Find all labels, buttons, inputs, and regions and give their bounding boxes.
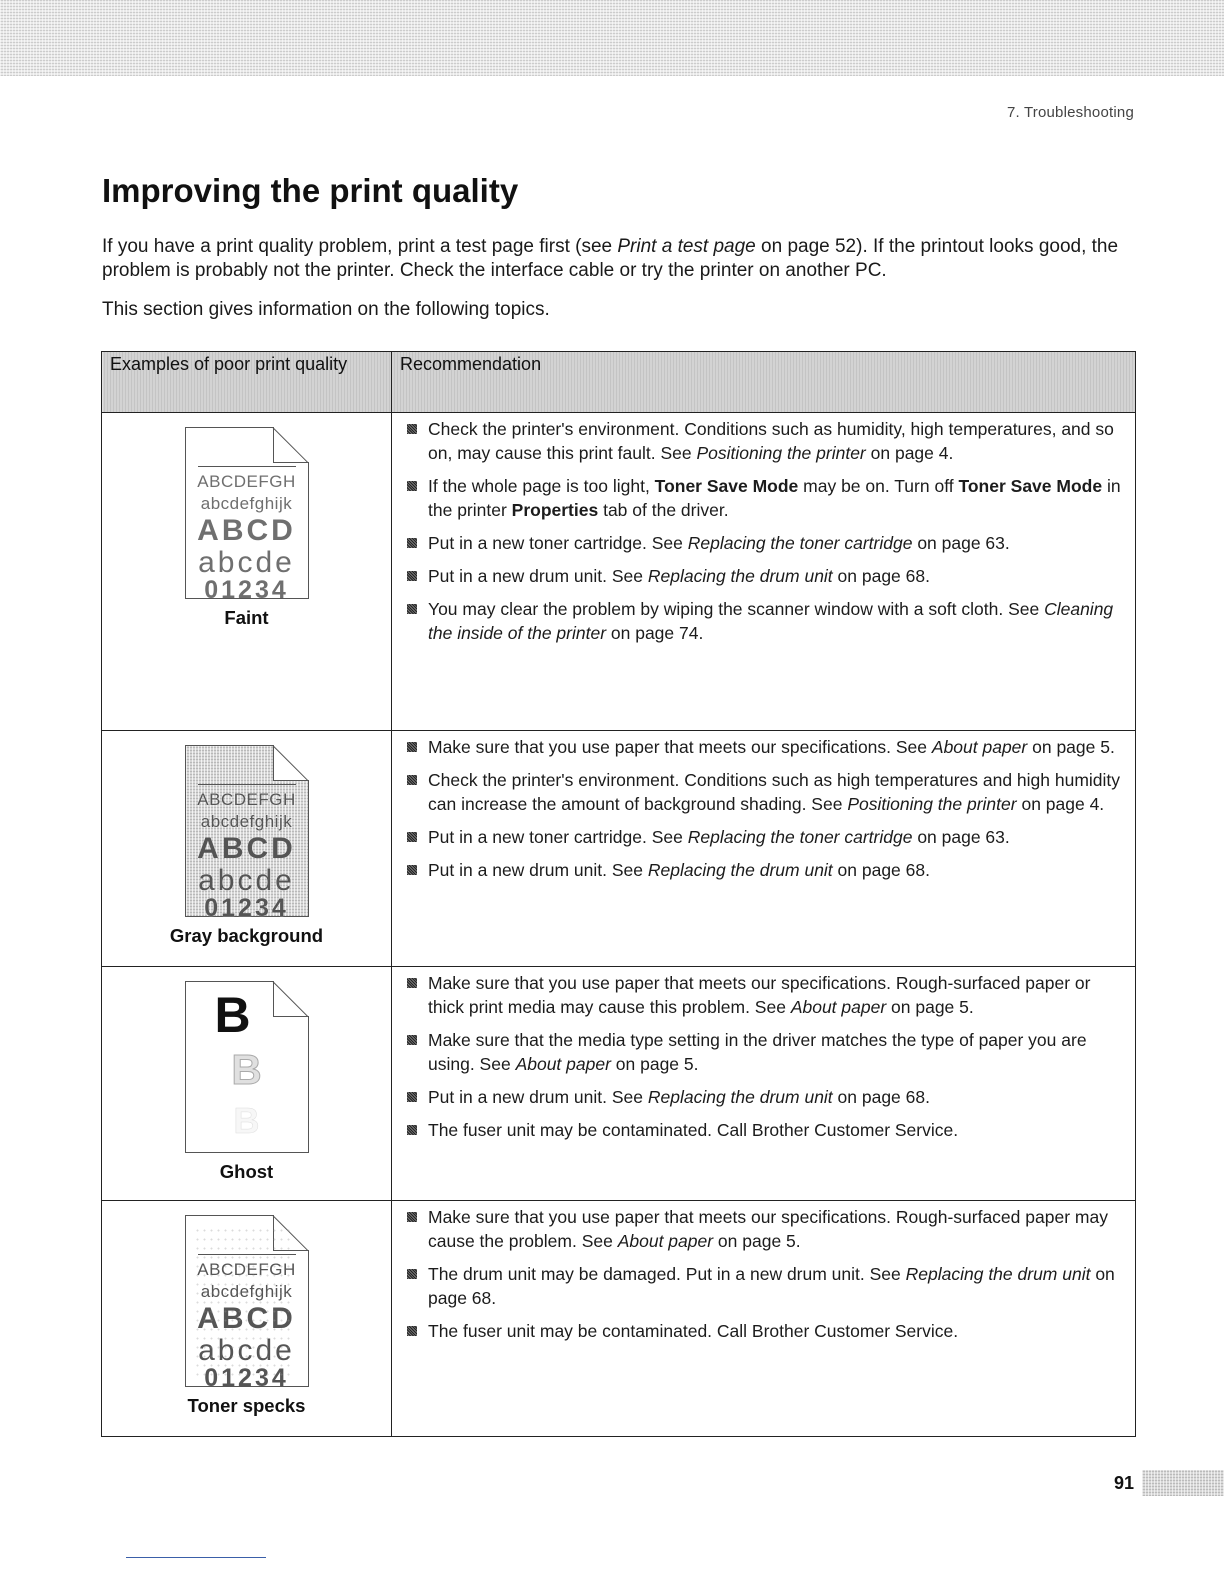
xref-link[interactable]: Replacing the drum unit [647,566,833,586]
list-item: Put in a new drum unit. See Replacing the drum unit on page 68. [404,858,1125,882]
list-item: Put in a new toner cartridge. See Replacing the toner cartridge on page 63. [404,531,1125,555]
list-item: Put in a new toner cartridge. See Replacing the toner cartridge on page 63. [404,825,1125,849]
example-cell-toner-specks [102,1201,392,1437]
xref-link[interactable]: About paper [790,997,887,1017]
page-number-band [1142,1470,1224,1496]
xref-link[interactable]: About paper [931,737,1028,757]
table-row-toner-specks [102,1201,1136,1437]
example-cell-gray-background [102,731,392,967]
list-item: Make sure that you use paper that meets our specifications. See About paper on page 5. [404,735,1125,759]
sample-page-gray-image [185,745,309,922]
recommendation-cell-faint [392,413,1136,731]
sample-line: abcde [198,864,295,897]
sample-page-specks-image [185,1215,309,1392]
list-item: If the whole page is too light, Toner Save Mode may be on. Turn off Toner Save Mode in the printer Properties tab of the driver. [404,474,1125,522]
sample-line: 01234 [204,576,289,604]
sample-line: abcdefghijk [200,1282,293,1301]
example-label: Toner specks [187,1395,306,1416]
sample-line: ABCD [197,1302,296,1335]
header-band [0,0,1224,76]
sample-line: ABCD [197,832,296,865]
sample-line: ABCDEFGH [197,1260,296,1279]
recommendation-list [404,971,1125,1142]
xref-link[interactable]: Replacing the drum unit [647,860,833,880]
sample-line: abcde [198,546,295,579]
sample-page-faint-image [185,427,309,604]
xref-link[interactable]: Cleaning the inside of the printer [428,599,1114,643]
list-item: Check the printer's environment. Conditions such as humidity, high temperatures, and so on, may cause this print fault. See Positioning the printer on page 4. [404,417,1125,465]
intro-text-a: If you have a print quality problem, print a test page first (see [102,236,618,257]
recommendation-cell-toner-specks [392,1201,1136,1437]
list-item: Put in a new drum unit. See Replacing the drum unit on page 68. [404,564,1125,588]
table-header-row [102,352,1136,413]
table-row-faint [102,413,1136,731]
sample-line: ABCDEFGH [197,790,296,809]
intro-text-b: on page 52). If the printout looks good, the problem is probably not the printer. Check the interface cable or try the printer on another PC. [102,236,1119,281]
example-label: Ghost [219,1161,274,1182]
sample-line: abcde [198,1334,295,1367]
sample-line: 01234 [204,1364,289,1392]
xref-link[interactable]: Replacing the toner cartridge [687,533,913,553]
page-fold-icon [273,745,309,781]
page-fold-icon [273,427,309,463]
xref-link[interactable]: Positioning the printer [847,794,1017,814]
example-label: Faint [224,607,269,628]
recommendation-list [404,417,1125,645]
xref-link[interactable]: About paper [617,1231,714,1251]
sample-line: 01234 [204,894,289,922]
sample-page-ghost-image [185,981,309,1153]
sample-line: abcdefghijk [200,812,293,831]
page-fold-icon [273,1215,309,1251]
example-cell-faint [102,413,392,731]
recommendation-list [404,735,1125,882]
xref-link[interactable]: Positioning the printer [696,443,866,463]
list-item: Put in a new drum unit. See Replacing the drum unit on page 68. [404,1085,1125,1109]
recommendation-cell-ghost [392,967,1136,1201]
sample-line: ABCDEFGH [197,472,296,491]
xref-link[interactable]: About paper [515,1054,611,1074]
list-item: You may clear the problem by wiping the scanner window with a soft cloth. See Cleaning the inside of the printer on page 74. [404,597,1125,645]
chapter-heading: 7. Troubleshooting [1006,104,1134,121]
page-title: Improving the print quality [102,172,519,209]
sample-line: abcdefghijk [200,494,293,513]
recommendation-list [404,1205,1125,1343]
list-item: The fuser unit may be contaminated. Call Brother Customer Service. [404,1319,1125,1343]
list-item: Check the printer's environment. Conditions such as high temperatures and high humidity can increase the amount of background shading. See Positioning the printer on page 4. [404,768,1125,816]
list-item: Make sure that the media type setting in the driver matches the type of paper you are using. See About paper on page 5. [404,1028,1125,1076]
xref-link[interactable]: Replacing the toner cartridge [687,827,913,847]
xref-link[interactable]: Replacing the drum unit [905,1264,1091,1284]
table-row-gray-background [102,731,1136,967]
intro-paragraph-2: This section gives information on the following topics. [102,299,550,320]
intro-link-test-page[interactable]: Print a test page [617,236,756,257]
example-label: Gray background [169,925,324,946]
list-item: The fuser unit may be contaminated. Call Brother Customer Service. [404,1118,1125,1142]
table-row-ghost [102,967,1136,1201]
print-quality-table [101,351,1136,1437]
recommendation-cell-gray-background [392,731,1136,967]
xref-link[interactable]: Replacing the drum unit [647,1087,833,1107]
ghost-letter-shadow: B [231,1046,262,1093]
intro-paragraph [102,235,1142,283]
footer-rule [126,1557,266,1558]
ghost-letter: B [214,987,251,1043]
sample-line: ABCD [197,514,296,547]
list-item: Make sure that you use paper that meets our specifications. Rough-surfaced paper may cause the problem. See About paper on page 5. [404,1205,1125,1253]
example-cell-ghost [102,967,392,1201]
list-item: Make sure that you use paper that meets our specifications. Rough-surfaced paper or thick print media may cause this problem. See About paper on page 5. [404,971,1125,1019]
ghost-letter-faint: B [233,1100,260,1141]
header-recommendation: Recommendation [392,352,1136,413]
list-item: The drum unit may be damaged. Put in a new drum unit. See Replacing the drum unit on page 68. [404,1262,1125,1310]
header-examples: Examples of poor print quality [102,352,392,413]
page-number: 91 [1113,1473,1134,1493]
